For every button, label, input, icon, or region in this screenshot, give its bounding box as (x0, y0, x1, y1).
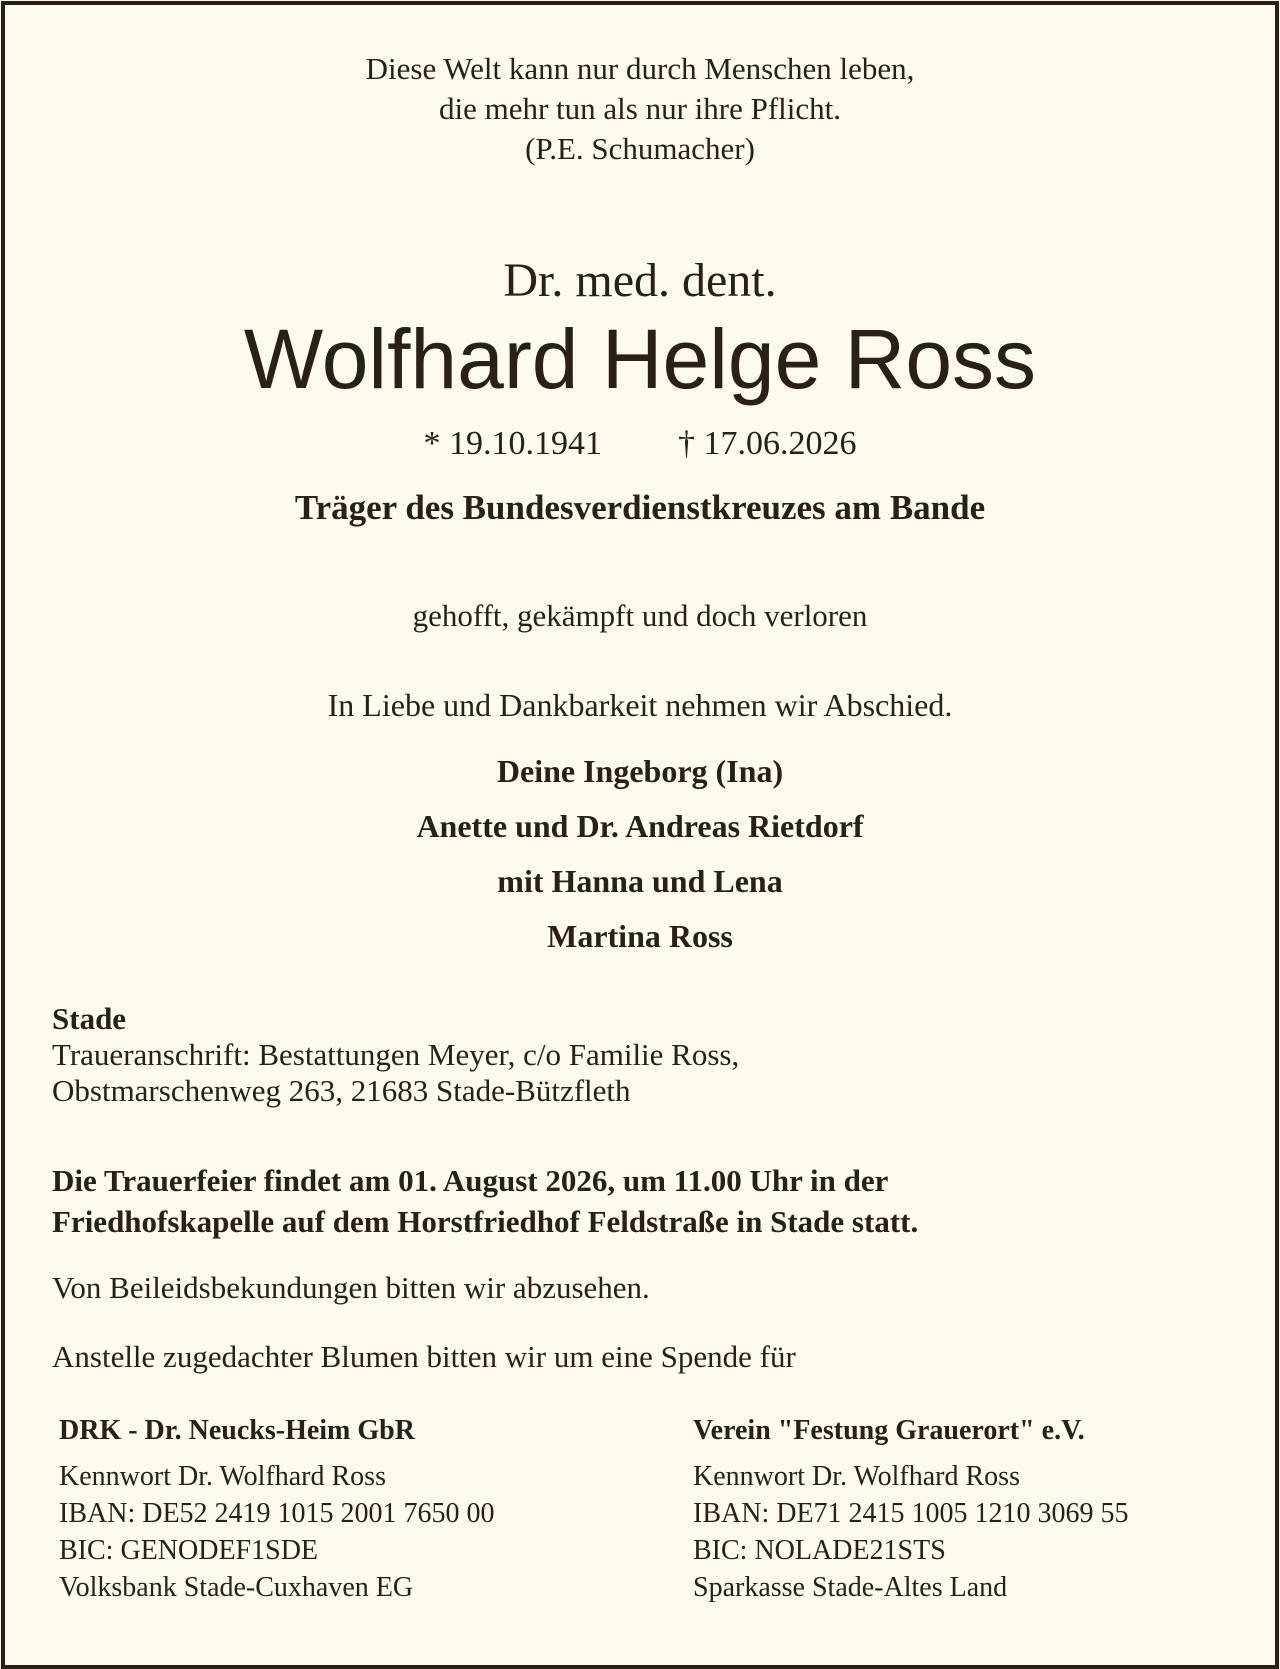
recipient-iban: IBAN: DE71 2415 1005 1210 3069 55 (693, 1498, 1129, 1529)
recipient-bic: BIC: NOLADE21STS (693, 1535, 946, 1566)
life-dates (5, 423, 1275, 465)
ceremony-info (52, 1160, 1252, 1242)
birth-date: * 19.10.1941 (423, 425, 602, 462)
quote-line: die mehr tun als nur ihre Pflicht. (438, 91, 842, 126)
obituary-frame (1, 1, 1279, 1669)
death-date: † 17.06.2026 (678, 425, 857, 462)
recipient-keyword: Kennwort Dr. Wolfhard Ross (693, 1461, 1020, 1492)
family-list (5, 749, 1275, 969)
mourning-address (52, 1001, 1252, 1109)
family-member: Martina Ross (547, 918, 733, 954)
condolence-note: Von Beileidsbekundungen bitten wir abzusehen. (52, 1270, 650, 1305)
recipient-bic: BIC: GENODEF1SDE (59, 1535, 319, 1566)
address-line: Obstmarschenweg 263, 21683 Stade-Bützfleth (52, 1073, 631, 1108)
farewell-text: In Liebe und Dankbarkeit nehmen wir Abschied. (327, 687, 953, 723)
deceased-name: Wolfhard Helge Ross (243, 312, 1037, 406)
family-member: Deine Ingeborg (Ina) (496, 753, 784, 789)
quote-line: Diese Welt kann nur durch Menschen leben, (365, 51, 915, 86)
donation-recipient (59, 1411, 639, 1606)
recipient-name: Verein "Festung Grauerort" e.V. (693, 1415, 1085, 1446)
donation-recipient (693, 1411, 1273, 1606)
recipient-name: DRK - Dr. Neucks-Heim GbR (59, 1415, 415, 1446)
motto: gehofft, gekämpft und doch verloren (412, 598, 868, 633)
recipient-bank: Sparkasse Stade-Altes Land (693, 1572, 1008, 1603)
ceremony-line: Die Trauerfeier findet am 01. August 2026, um 11.00 Uhr in der (52, 1163, 889, 1198)
recipient-iban: IBAN: DE52 2419 1015 2001 7650 00 (59, 1498, 495, 1529)
ceremony-line: Friedhofskapelle auf dem Horstfriedhof Feldstraße in Stade statt. (52, 1204, 919, 1239)
address-line: Traueranschrift: Bestattungen Meyer, c/o Familie Ross, (52, 1037, 740, 1072)
quote-author: (P.E. Schumacher) (525, 131, 755, 166)
family-member: Anette und Dr. Andreas Rietdorf (416, 808, 864, 844)
recipient-keyword: Kennwort Dr. Wolfhard Ross (59, 1461, 386, 1492)
city: Stade (52, 1001, 127, 1036)
quote-block (5, 49, 1275, 169)
academic-title: Dr. med. dent. (503, 254, 777, 307)
donation-intro: Anstelle zugedachter Blumen bitten wir um eine Spende für (52, 1339, 796, 1374)
recipient-bank: Volksbank Stade-Cuxhaven EG (59, 1572, 414, 1603)
honor-line: Träger des Bundesverdienstkreuzes am Bande (294, 488, 986, 527)
family-member: mit Hanna und Lena (497, 863, 783, 899)
